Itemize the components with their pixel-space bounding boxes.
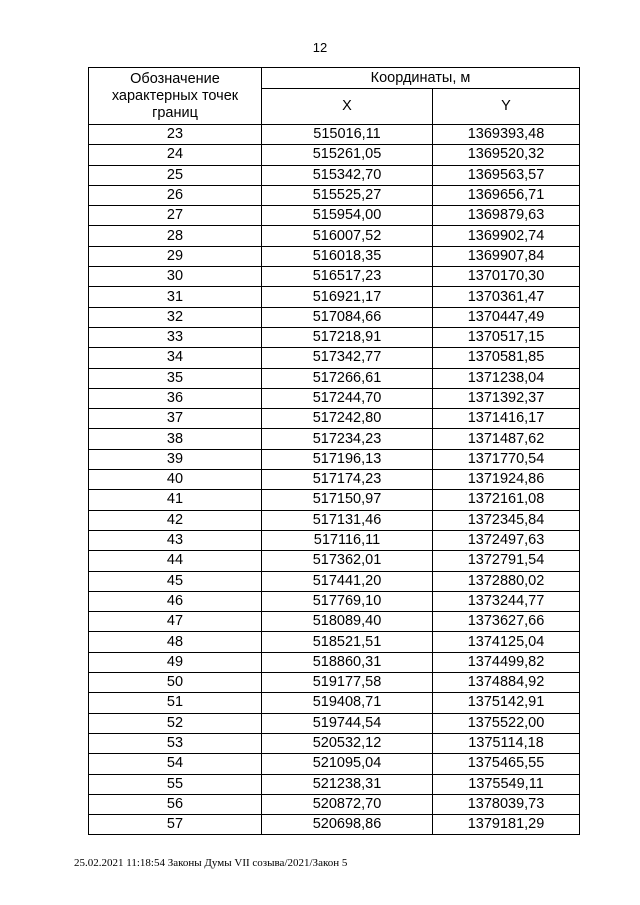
point-cell: 37 <box>89 409 262 429</box>
point-cell: 55 <box>89 774 262 794</box>
x-coordinate-cell: 517244,70 <box>262 388 433 408</box>
table-row <box>89 551 580 571</box>
point-cell: 45 <box>89 571 262 591</box>
x-coordinate-cell: 515525,27 <box>262 185 433 205</box>
point-cell: 44 <box>89 551 262 571</box>
table-row <box>89 226 580 246</box>
x-coordinate-cell: 517234,23 <box>262 429 433 449</box>
y-coordinate-cell: 1370170,30 <box>433 267 580 287</box>
table-row <box>89 815 580 835</box>
x-coordinate-cell: 517769,10 <box>262 591 433 611</box>
point-cell: 28 <box>89 226 262 246</box>
table-row <box>89 449 580 469</box>
point-cell: 56 <box>89 794 262 814</box>
table-row <box>89 429 580 449</box>
table-row <box>89 206 580 226</box>
table-row <box>89 368 580 388</box>
y-coordinate-cell: 1369656,71 <box>433 185 580 205</box>
x-coordinate-cell: 516921,17 <box>262 287 433 307</box>
point-cell: 52 <box>89 713 262 733</box>
x-coordinate-cell: 515261,05 <box>262 145 433 165</box>
x-coordinate-cell: 519177,58 <box>262 673 433 693</box>
x-coordinate-cell: 517150,97 <box>262 490 433 510</box>
y-coordinate-cell: 1378039,73 <box>433 794 580 814</box>
point-cell: 57 <box>89 815 262 835</box>
x-coordinate-cell: 520532,12 <box>262 733 433 753</box>
point-cell: 36 <box>89 388 262 408</box>
x-coordinate-cell: 517441,20 <box>262 571 433 591</box>
x-coordinate-cell: 519744,54 <box>262 713 433 733</box>
y-coordinate-cell: 1369902,74 <box>433 226 580 246</box>
point-cell: 29 <box>89 246 262 266</box>
table-row <box>89 490 580 510</box>
y-coordinate-cell: 1370517,15 <box>433 327 580 347</box>
y-coordinate-cell: 1371770,54 <box>433 449 580 469</box>
point-cell: 46 <box>89 591 262 611</box>
y-coordinate-cell: 1374884,92 <box>433 673 580 693</box>
footer-stamp: 25.02.2021 11:18:54 Законы Думы VII созыва/2021/Закон 5 <box>74 857 348 869</box>
y-coordinate-cell: 1375522,00 <box>433 713 580 733</box>
point-cell: 50 <box>89 673 262 693</box>
y-coordinate-cell: 1372497,63 <box>433 530 580 550</box>
x-coordinate-cell: 516018,35 <box>262 246 433 266</box>
table-row <box>89 652 580 672</box>
table-row <box>89 409 580 429</box>
y-coordinate-cell: 1369563,57 <box>433 165 580 185</box>
point-cell: 26 <box>89 185 262 205</box>
point-cell: 23 <box>89 125 262 145</box>
point-header-line-3: границ <box>152 104 198 121</box>
x-coordinate-cell: 520698,86 <box>262 815 433 835</box>
point-cell: 47 <box>89 612 262 632</box>
point-cell: 51 <box>89 693 262 713</box>
table-row <box>89 591 580 611</box>
table-row <box>89 632 580 652</box>
y-coordinate-cell: 1370361,47 <box>433 287 580 307</box>
x-coordinate-cell: 515954,00 <box>262 206 433 226</box>
point-cell: 40 <box>89 470 262 490</box>
table-row <box>89 673 580 693</box>
point-cell: 54 <box>89 754 262 774</box>
y-coordinate-cell: 1371487,62 <box>433 429 580 449</box>
y-coordinate-cell: 1370581,85 <box>433 348 580 368</box>
y-coordinate-cell: 1371416,17 <box>433 409 580 429</box>
table-row <box>89 530 580 550</box>
table-row <box>89 774 580 794</box>
table-row <box>89 267 580 287</box>
x-coordinate-cell: 518521,51 <box>262 632 433 652</box>
y-coordinate-cell: 1369393,48 <box>433 125 580 145</box>
x-coordinate-cell: 517116,11 <box>262 530 433 550</box>
y-coordinate-cell: 1371238,04 <box>433 368 580 388</box>
table-row <box>89 246 580 266</box>
table-row <box>89 327 580 347</box>
table-row <box>89 348 580 368</box>
y-coordinate-cell: 1375465,55 <box>433 754 580 774</box>
point-cell: 48 <box>89 632 262 652</box>
x-coordinate-cell: 521238,31 <box>262 774 433 794</box>
point-cell: 33 <box>89 327 262 347</box>
x-coordinate-cell: 516517,23 <box>262 267 433 287</box>
x-coordinate-cell: 517342,77 <box>262 348 433 368</box>
y-coordinate-cell: 1375142,91 <box>433 693 580 713</box>
x-coordinate-cell: 516007,52 <box>262 226 433 246</box>
x-coordinate-cell: 517131,46 <box>262 510 433 530</box>
y-coordinate-cell: 1375114,18 <box>433 733 580 753</box>
table-row <box>89 713 580 733</box>
y-coordinate-cell: 1371924,86 <box>433 470 580 490</box>
page-number: 12 <box>312 40 328 55</box>
table-row <box>89 125 580 145</box>
point-cell: 38 <box>89 429 262 449</box>
y-coordinate-cell: 1371392,37 <box>433 388 580 408</box>
y-coordinate-cell: 1375549,11 <box>433 774 580 794</box>
table-row <box>89 571 580 591</box>
table-row <box>89 693 580 713</box>
x-coordinate-cell: 517196,13 <box>262 449 433 469</box>
table-row <box>89 733 580 753</box>
x-coordinate-cell: 517362,01 <box>262 551 433 571</box>
x-coordinate-cell: 517218,91 <box>262 327 433 347</box>
coordinates-header: Координаты, м <box>262 68 580 89</box>
point-header-line-2: характерных точек <box>111 87 239 104</box>
y-coordinate-cell: 1373244,77 <box>433 591 580 611</box>
point-cell: 39 <box>89 449 262 469</box>
point-cell: 31 <box>89 287 262 307</box>
y-coordinate-cell: 1369879,63 <box>433 206 580 226</box>
point-cell: 27 <box>89 206 262 226</box>
table-row <box>89 612 580 632</box>
table-row <box>89 510 580 530</box>
y-column-header: Y <box>433 89 580 125</box>
x-coordinate-cell: 521095,04 <box>262 754 433 774</box>
x-coordinate-cell: 517242,80 <box>262 409 433 429</box>
table-row <box>89 287 580 307</box>
point-cell: 43 <box>89 530 262 550</box>
point-cell: 24 <box>89 145 262 165</box>
point-cell: 41 <box>89 490 262 510</box>
x-coordinate-cell: 517084,66 <box>262 307 433 327</box>
x-coordinate-cell: 518089,40 <box>262 612 433 632</box>
table-row <box>89 145 580 165</box>
table-row <box>89 165 580 185</box>
y-coordinate-cell: 1374499,82 <box>433 652 580 672</box>
table-row <box>89 185 580 205</box>
y-coordinate-cell: 1379181,29 <box>433 815 580 835</box>
table-row <box>89 794 580 814</box>
table-row <box>89 307 580 327</box>
x-coordinate-cell: 520872,70 <box>262 794 433 814</box>
y-coordinate-cell: 1369520,32 <box>433 145 580 165</box>
table-row <box>89 388 580 408</box>
y-coordinate-cell: 1369907,84 <box>433 246 580 266</box>
y-coordinate-cell: 1373627,66 <box>433 612 580 632</box>
point-cell: 42 <box>89 510 262 530</box>
x-coordinate-cell: 519408,71 <box>262 693 433 713</box>
table-row <box>89 754 580 774</box>
y-coordinate-cell: 1370447,49 <box>433 307 580 327</box>
point-cell: 25 <box>89 165 262 185</box>
x-coordinate-cell: 515016,11 <box>262 125 433 145</box>
point-designation-header <box>89 68 262 125</box>
x-coordinate-cell: 517174,23 <box>262 470 433 490</box>
x-coordinate-cell: 518860,31 <box>262 652 433 672</box>
y-coordinate-cell: 1372791,54 <box>433 551 580 571</box>
table-row <box>89 470 580 490</box>
coordinates-table <box>88 67 580 835</box>
y-coordinate-cell: 1372161,08 <box>433 490 580 510</box>
point-cell: 32 <box>89 307 262 327</box>
x-coordinate-cell: 517266,61 <box>262 368 433 388</box>
point-cell: 34 <box>89 348 262 368</box>
point-cell: 53 <box>89 733 262 753</box>
point-cell: 49 <box>89 652 262 672</box>
point-cell: 30 <box>89 267 262 287</box>
coordinates-table-body <box>89 125 580 835</box>
y-coordinate-cell: 1374125,04 <box>433 632 580 652</box>
point-header-line-1: Обозначение <box>130 70 220 87</box>
x-coordinate-cell: 515342,70 <box>262 165 433 185</box>
y-coordinate-cell: 1372880,02 <box>433 571 580 591</box>
point-cell: 35 <box>89 368 262 388</box>
y-coordinate-cell: 1372345,84 <box>433 510 580 530</box>
x-column-header: X <box>262 89 433 125</box>
